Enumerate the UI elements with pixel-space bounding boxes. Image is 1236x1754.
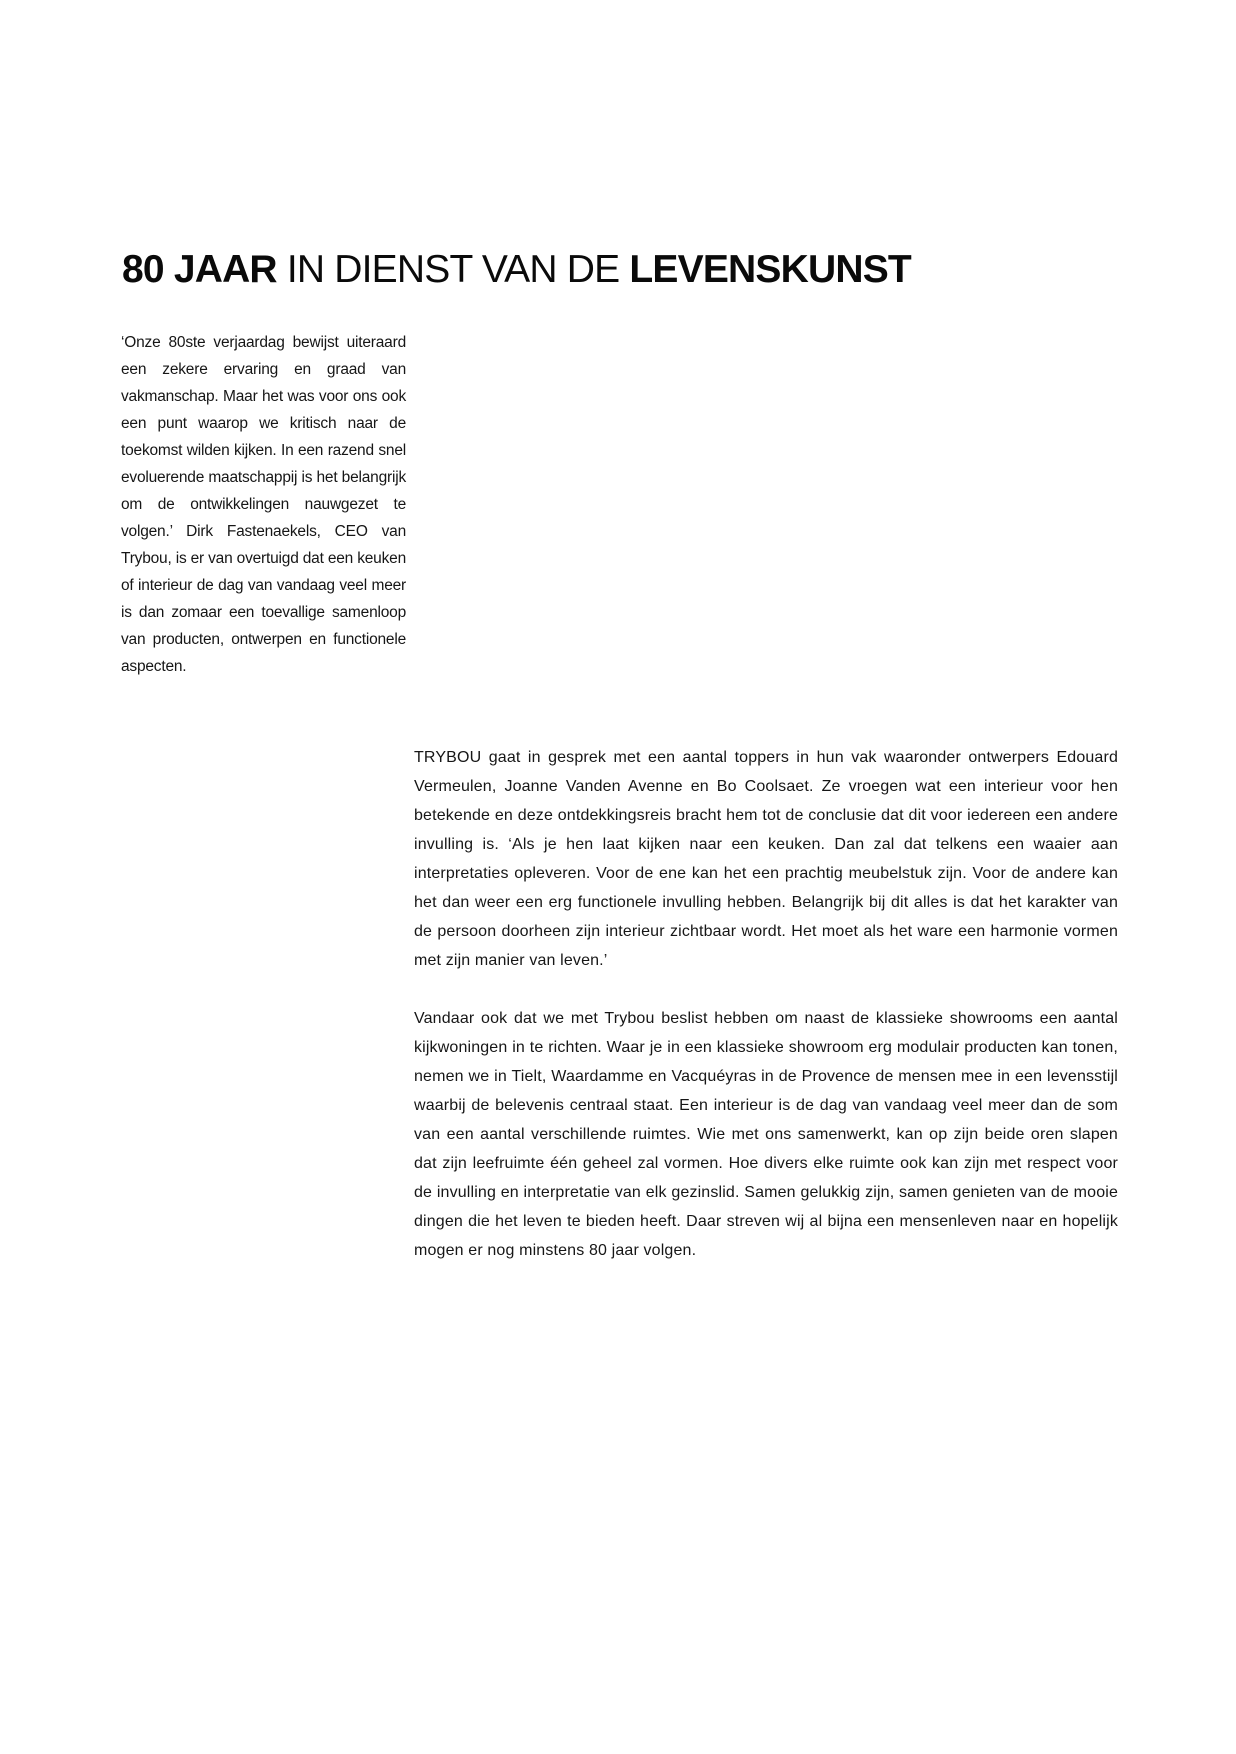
article-body [414,743,1118,1265]
body-paragraph-2: Vandaar ook dat we met Trybou beslist hebben om naast de klassieke showrooms een aantal kijkwoningen in te richten. Waar je in een klassieke showroom erg modulair producten kan tonen, nemen we in Tielt, Waardamme en Vacquéyras in de Provence de mensen mee in een levensstijl waarbij de belevenis centraal staat. Een interieur is de dag van vandaag veel meer dan de som van een aantal verschillende ruimtes. Wie met ons samenwerkt, kan op zijn beide oren slapen dat zijn leefruimte één geheel zal vormen. Hoe divers elke ruimte ook kan zijn met respect voor de invulling en interpretatie van elk gezinslid. Samen gelukkig zijn, samen genieten van de mooie dingen die het leven te bieden heeft. Daar streven wij al bijna een mensenleven naar en hopelijk mogen er nog minstens 80 jaar volgen. [414,1010,1118,1259]
title-emphasis: LEVENSKUNST [629,248,911,291]
body-paragraph-1: TRYBOU gaat in gesprek met een aantal toppers in hun vak waaronder ontwerpers Edouard Vermeulen, Joanne Vanden Avenne en Bo Coolsaet. Ze vroegen wat een interieur voor hen betekende en deze ontdekkingsreis bracht hem tot de conclusie dat dit voor iedereen een andere invulling is. ‘Als je hen laat kijken naar een keuken. Dan zal dat telkens een waaier aan interpretaties opleveren. Voor de ene kan het een prachtig meubelstuk zijn. Voor de andere kan het dan weer een erg functionele invulling hebben. Belangrijk bij dit alles is dat het karakter van de persoon doorheen zijn interieur zichtbaar wordt. Het moet als het ware een harmonie vormen met zijn manier van leven.’ [414,749,1118,969]
page-title [122,244,911,296]
title-middle: IN DIENST VAN DE [276,248,630,291]
title-number: 80 JAAR [122,248,277,291]
intro-quote: ‘Onze 80ste verjaardag bewijst uiteraard een zekere ervaring en graad van vakmanschap. Maar het was voor ons ook een punt waarop we kritisch naar de toekomst wilden kijken. In een razend snel evoluerende maatschappij is het belangrijk om de ontwikkelingen nauwgezet te volgen.’ Dirk Fastenaekels, CEO van Trybou, is er van overtuigd dat een keuken of interieur de dag van vandaag veel meer is dan zomaar een toevallige samenloop van producten, ontwerpen en functionele aspecten. [121,334,406,675]
